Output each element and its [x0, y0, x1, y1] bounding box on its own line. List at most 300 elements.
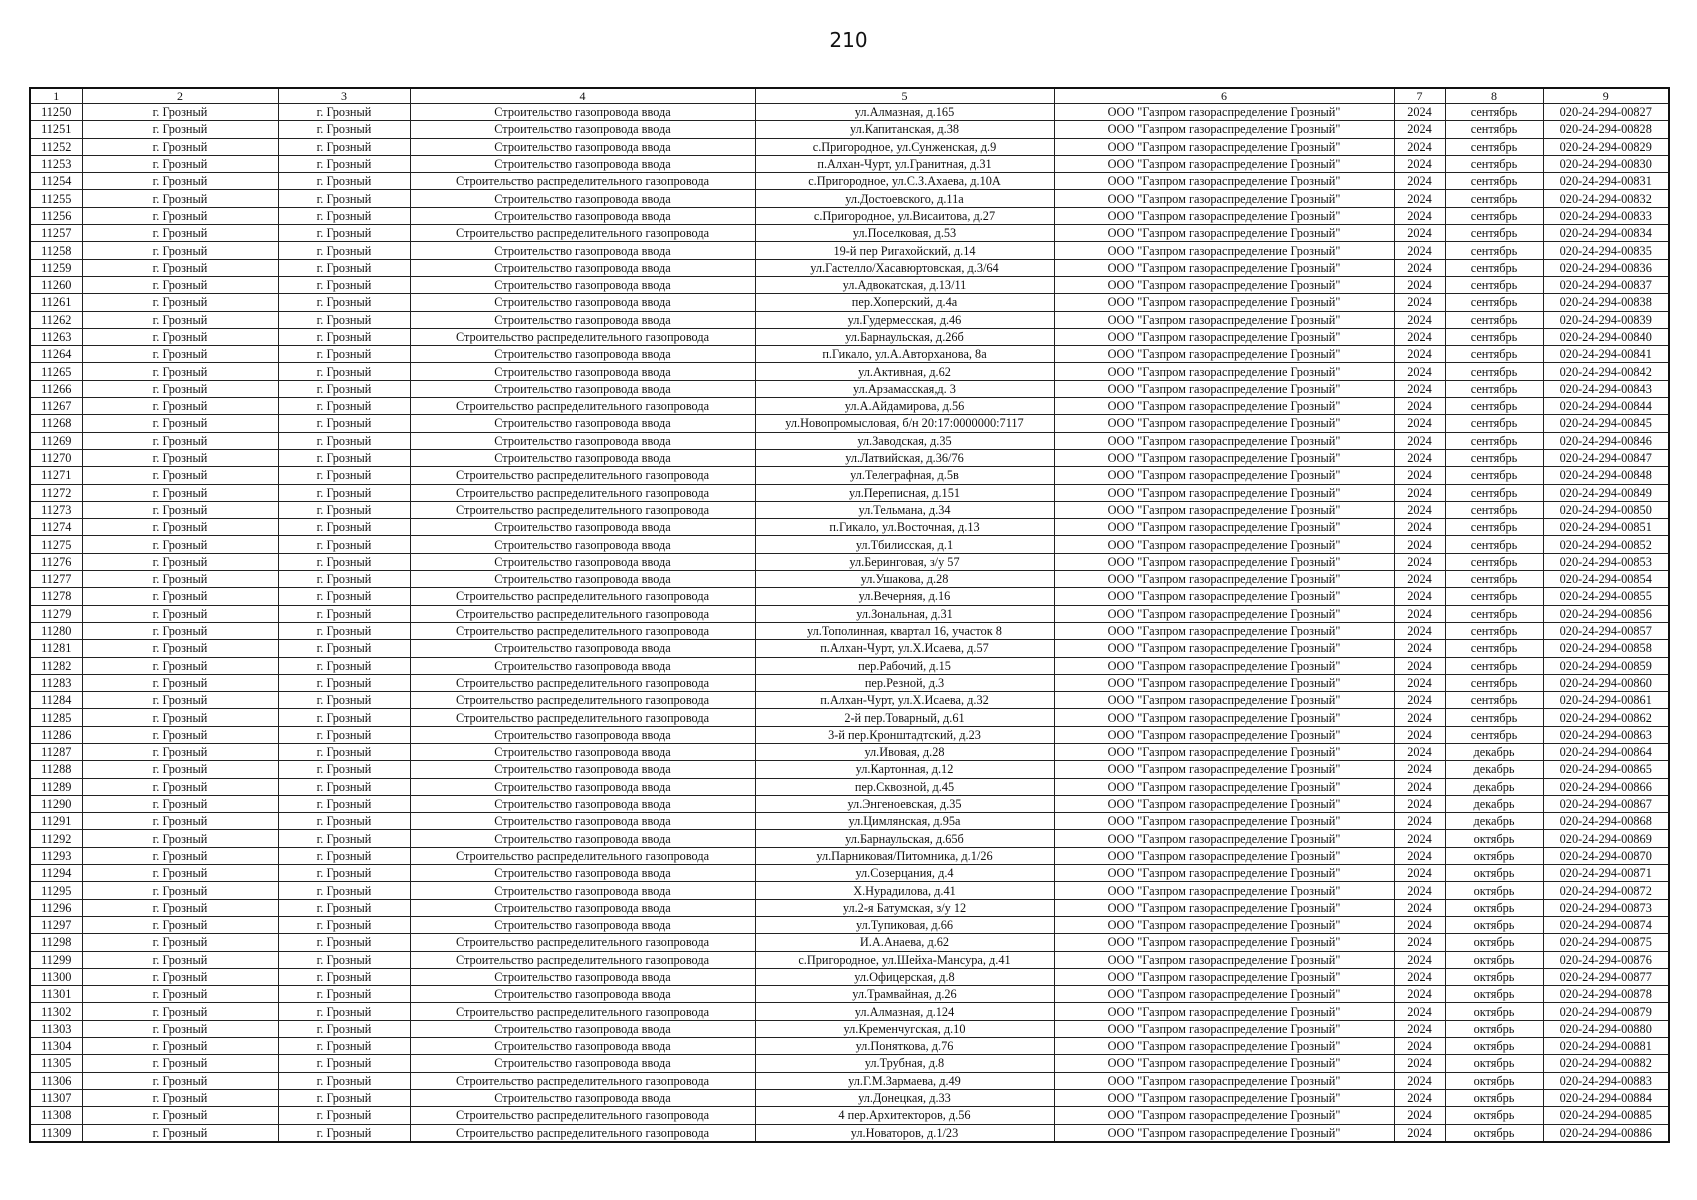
work-type-cell: Строительство газопровода ввода	[410, 363, 755, 380]
month-cell: сентябрь	[1445, 484, 1543, 501]
row-number-cell: 11307	[30, 1089, 82, 1106]
settlement-cell: г. Грозный	[278, 259, 410, 276]
address-cell: 4 пер.Архитекторов, д.56	[755, 1107, 1054, 1124]
table-row	[30, 1038, 1669, 1055]
municipality-cell: г. Грозный	[82, 380, 278, 397]
settlement-cell: г. Грозный	[278, 674, 410, 691]
month-cell: сентябрь	[1445, 605, 1543, 622]
municipality-cell: г. Грозный	[82, 657, 278, 674]
table-row	[30, 674, 1669, 691]
table-row	[30, 138, 1669, 155]
table-row	[30, 622, 1669, 639]
registry-code-cell: 020-24-294-00855	[1543, 588, 1669, 605]
work-type-cell: Строительство распределительного газопровода	[410, 1107, 755, 1124]
work-type-cell: Строительство газопровода ввода	[410, 657, 755, 674]
year-cell: 2024	[1394, 778, 1445, 795]
column-header: 8	[1445, 88, 1543, 104]
table-row	[30, 398, 1669, 415]
month-cell: сентябрь	[1445, 640, 1543, 657]
address-cell: п.Алхан-Чурт, ул.Х.Исаева, д.32	[755, 692, 1054, 709]
organization-cell: ООО "Газпром газораспределение Грозный"	[1054, 1124, 1394, 1142]
month-cell: октябрь	[1445, 865, 1543, 882]
municipality-cell: г. Грозный	[82, 865, 278, 882]
year-cell: 2024	[1394, 449, 1445, 466]
organization-cell: ООО "Газпром газораспределение Грозный"	[1054, 605, 1394, 622]
address-cell: пер.Хоперский, д.4а	[755, 294, 1054, 311]
address-cell: ул.Цимлянская, д.95а	[755, 813, 1054, 830]
year-cell: 2024	[1394, 1072, 1445, 1089]
settlement-cell: г. Грозный	[278, 1003, 410, 1020]
table-row	[30, 207, 1669, 224]
year-cell: 2024	[1394, 398, 1445, 415]
row-number-cell: 11261	[30, 294, 82, 311]
table-row	[30, 259, 1669, 276]
municipality-cell: г. Грозный	[82, 709, 278, 726]
registry-code-cell: 020-24-294-00880	[1543, 1020, 1669, 1037]
address-cell: ул.Поняткова, д.76	[755, 1038, 1054, 1055]
month-cell: сентябрь	[1445, 294, 1543, 311]
row-number-cell: 11305	[30, 1055, 82, 1072]
month-cell: сентябрь	[1445, 138, 1543, 155]
table-row	[30, 1003, 1669, 1020]
registry-code-cell: 020-24-294-00873	[1543, 899, 1669, 916]
organization-cell: ООО "Газпром газораспределение Грозный"	[1054, 432, 1394, 449]
organization-cell: ООО "Газпром газораспределение Грозный"	[1054, 1107, 1394, 1124]
row-number-cell: 11287	[30, 743, 82, 760]
work-type-cell: Строительство газопровода ввода	[410, 571, 755, 588]
municipality-cell: г. Грозный	[82, 553, 278, 570]
registry-code-cell: 020-24-294-00832	[1543, 190, 1669, 207]
municipality-cell: г. Грозный	[82, 190, 278, 207]
work-type-cell: Строительство распределительного газопровода	[410, 622, 755, 639]
organization-cell: ООО "Газпром газораспределение Грозный"	[1054, 190, 1394, 207]
row-number-cell: 11262	[30, 311, 82, 328]
table-row	[30, 415, 1669, 432]
month-cell: сентябрь	[1445, 432, 1543, 449]
row-number-cell: 11295	[30, 882, 82, 899]
year-cell: 2024	[1394, 501, 1445, 518]
month-cell: октябрь	[1445, 1020, 1543, 1037]
address-cell: ул.Трубная, д.8	[755, 1055, 1054, 1072]
month-cell: октябрь	[1445, 1124, 1543, 1142]
address-cell: ул.Заводская, д.35	[755, 432, 1054, 449]
organization-cell: ООО "Газпром газораспределение Грозный"	[1054, 986, 1394, 1003]
organization-cell: ООО "Газпром газораспределение Грозный"	[1054, 415, 1394, 432]
table-row	[30, 847, 1669, 864]
organization-cell: ООО "Газпром газораспределение Грозный"	[1054, 207, 1394, 224]
month-cell: декабрь	[1445, 795, 1543, 812]
row-number-cell: 11288	[30, 761, 82, 778]
organization-cell: ООО "Газпром газораспределение Грозный"	[1054, 709, 1394, 726]
month-cell: сентябрь	[1445, 207, 1543, 224]
settlement-cell: г. Грозный	[278, 778, 410, 795]
settlement-cell: г. Грозный	[278, 276, 410, 293]
settlement-cell: г. Грозный	[278, 1124, 410, 1142]
table-row	[30, 501, 1669, 518]
registry-code-cell: 020-24-294-00868	[1543, 813, 1669, 830]
work-type-cell: Строительство распределительного газопровода	[410, 484, 755, 501]
address-cell: с.Пригородное, ул.Висаитова, д.27	[755, 207, 1054, 224]
work-type-cell: Строительство газопровода ввода	[410, 743, 755, 760]
work-type-cell: Строительство газопровода ввода	[410, 242, 755, 259]
table-row	[30, 363, 1669, 380]
table-row	[30, 104, 1669, 121]
work-type-cell: Строительство газопровода ввода	[410, 882, 755, 899]
table-row	[30, 380, 1669, 397]
row-number-cell: 11274	[30, 519, 82, 536]
municipality-cell: г. Грозный	[82, 276, 278, 293]
work-type-cell: Строительство распределительного газопровода	[410, 225, 755, 242]
work-type-cell: Строительство газопровода ввода	[410, 795, 755, 812]
settlement-cell: г. Грозный	[278, 795, 410, 812]
registry-code-cell: 020-24-294-00835	[1543, 242, 1669, 259]
organization-cell: ООО "Газпром газораспределение Грозный"	[1054, 657, 1394, 674]
row-number-cell: 11256	[30, 207, 82, 224]
work-type-cell: Строительство газопровода ввода	[410, 415, 755, 432]
settlement-cell: г. Грозный	[278, 986, 410, 1003]
row-number-cell: 11293	[30, 847, 82, 864]
year-cell: 2024	[1394, 155, 1445, 172]
settlement-cell: г. Грозный	[278, 1107, 410, 1124]
municipality-cell: г. Грозный	[82, 173, 278, 190]
registry-code-cell: 020-24-294-00838	[1543, 294, 1669, 311]
work-type-cell: Строительство распределительного газопровода	[410, 847, 755, 864]
month-cell: октябрь	[1445, 1055, 1543, 1072]
work-type-cell: Строительство распределительного газопровода	[410, 709, 755, 726]
organization-cell: ООО "Газпром газораспределение Грозный"	[1054, 1003, 1394, 1020]
municipality-cell: г. Грозный	[82, 363, 278, 380]
registry-code-cell: 020-24-294-00862	[1543, 709, 1669, 726]
settlement-cell: г. Грозный	[278, 346, 410, 363]
row-number-cell: 11277	[30, 571, 82, 588]
month-cell: сентябрь	[1445, 501, 1543, 518]
registry-code-cell: 020-24-294-00864	[1543, 743, 1669, 760]
organization-cell: ООО "Газпром газораспределение Грозный"	[1054, 743, 1394, 760]
registry-code-cell: 020-24-294-00878	[1543, 986, 1669, 1003]
organization-cell: ООО "Газпром газораспределение Грозный"	[1054, 726, 1394, 743]
month-cell: октябрь	[1445, 916, 1543, 933]
address-cell: ул.Телеграфная, д.5в	[755, 467, 1054, 484]
table-row	[30, 190, 1669, 207]
work-type-cell: Строительство газопровода ввода	[410, 1038, 755, 1055]
settlement-cell: г. Грозный	[278, 484, 410, 501]
address-cell: ул.Донецкая, д.33	[755, 1089, 1054, 1106]
column-header: 1	[30, 88, 82, 104]
work-type-cell: Строительство газопровода ввода	[410, 207, 755, 224]
work-type-cell: Строительство газопровода ввода	[410, 138, 755, 155]
organization-cell: ООО "Газпром газораспределение Грозный"	[1054, 865, 1394, 882]
organization-cell: ООО "Газпром газораспределение Грозный"	[1054, 622, 1394, 639]
municipality-cell: г. Грозный	[82, 1124, 278, 1142]
organization-cell: ООО "Газпром газораспределение Грозный"	[1054, 916, 1394, 933]
organization-cell: ООО "Газпром газораспределение Грозный"	[1054, 449, 1394, 466]
row-number-cell: 11267	[30, 398, 82, 415]
organization-cell: ООО "Газпром газораспределение Грозный"	[1054, 536, 1394, 553]
address-cell: пер.Резной, д.3	[755, 674, 1054, 691]
work-type-cell: Строительство газопровода ввода	[410, 311, 755, 328]
municipality-cell: г. Грозный	[82, 916, 278, 933]
row-number-cell: 11255	[30, 190, 82, 207]
month-cell: сентябрь	[1445, 225, 1543, 242]
year-cell: 2024	[1394, 882, 1445, 899]
municipality-cell: г. Грозный	[82, 501, 278, 518]
settlement-cell: г. Грозный	[278, 847, 410, 864]
settlement-cell: г. Грозный	[278, 622, 410, 639]
settlement-cell: г. Грозный	[278, 951, 410, 968]
year-cell: 2024	[1394, 294, 1445, 311]
month-cell: сентябрь	[1445, 674, 1543, 691]
year-cell: 2024	[1394, 104, 1445, 121]
address-cell: ул.Поселковая, д.53	[755, 225, 1054, 242]
table-row	[30, 813, 1669, 830]
work-type-cell: Строительство газопровода ввода	[410, 830, 755, 847]
row-number-cell: 11303	[30, 1020, 82, 1037]
registry-code-cell: 020-24-294-00837	[1543, 276, 1669, 293]
row-number-cell: 11275	[30, 536, 82, 553]
month-cell: сентябрь	[1445, 328, 1543, 345]
address-cell: ул.Переписная, д.151	[755, 484, 1054, 501]
year-cell: 2024	[1394, 865, 1445, 882]
address-cell: ул.Офицерская, д.8	[755, 968, 1054, 985]
row-number-cell: 11270	[30, 449, 82, 466]
work-type-cell: Строительство газопровода ввода	[410, 726, 755, 743]
table-row	[30, 951, 1669, 968]
registry-code-cell: 020-24-294-00885	[1543, 1107, 1669, 1124]
work-type-cell: Строительство газопровода ввода	[410, 346, 755, 363]
municipality-cell: г. Грозный	[82, 951, 278, 968]
registry-code-cell: 020-24-294-00867	[1543, 795, 1669, 812]
registry-code-cell: 020-24-294-00859	[1543, 657, 1669, 674]
year-cell: 2024	[1394, 588, 1445, 605]
organization-cell: ООО "Газпром газораспределение Грозный"	[1054, 951, 1394, 968]
settlement-cell: г. Грозный	[278, 553, 410, 570]
municipality-cell: г. Грозный	[82, 795, 278, 812]
table-row	[30, 882, 1669, 899]
table-row	[30, 571, 1669, 588]
settlement-cell: г. Грозный	[278, 207, 410, 224]
column-header: 7	[1394, 88, 1445, 104]
table-row	[30, 830, 1669, 847]
work-type-cell: Строительство газопровода ввода	[410, 104, 755, 121]
month-cell: сентябрь	[1445, 709, 1543, 726]
year-cell: 2024	[1394, 709, 1445, 726]
registry-code-cell: 020-24-294-00858	[1543, 640, 1669, 657]
row-number-cell: 11304	[30, 1038, 82, 1055]
month-cell: сентябрь	[1445, 536, 1543, 553]
column-number-header-row	[30, 88, 1669, 104]
month-cell: сентябрь	[1445, 173, 1543, 190]
municipality-cell: г. Грозный	[82, 761, 278, 778]
row-number-cell: 11251	[30, 121, 82, 138]
column-header: 2	[82, 88, 278, 104]
municipality-cell: г. Грозный	[82, 415, 278, 432]
table-row	[30, 276, 1669, 293]
registry-code-cell: 020-24-294-00827	[1543, 104, 1669, 121]
organization-cell: ООО "Газпром газораспределение Грозный"	[1054, 692, 1394, 709]
organization-cell: ООО "Газпром газораспределение Грозный"	[1054, 328, 1394, 345]
work-type-cell: Строительство газопровода ввода	[410, 294, 755, 311]
municipality-cell: г. Грозный	[82, 882, 278, 899]
year-cell: 2024	[1394, 674, 1445, 691]
year-cell: 2024	[1394, 986, 1445, 1003]
organization-cell: ООО "Газпром газораспределение Грозный"	[1054, 484, 1394, 501]
year-cell: 2024	[1394, 795, 1445, 812]
organization-cell: ООО "Газпром газораспределение Грозный"	[1054, 778, 1394, 795]
row-number-cell: 11280	[30, 622, 82, 639]
settlement-cell: г. Грозный	[278, 761, 410, 778]
address-cell: ул.Тельмана, д.34	[755, 501, 1054, 518]
registry-code-cell: 020-24-294-00857	[1543, 622, 1669, 639]
work-type-cell: Строительство газопровода ввода	[410, 813, 755, 830]
work-type-cell: Строительство распределительного газопровода	[410, 674, 755, 691]
address-cell: ул.Адвокатская, д.13/11	[755, 276, 1054, 293]
settlement-cell: г. Грозный	[278, 813, 410, 830]
table-row	[30, 536, 1669, 553]
registry-code-cell: 020-24-294-00861	[1543, 692, 1669, 709]
organization-cell: ООО "Газпром газораспределение Грозный"	[1054, 346, 1394, 363]
settlement-cell: г. Грозный	[278, 242, 410, 259]
month-cell: октябрь	[1445, 847, 1543, 864]
table-row	[30, 173, 1669, 190]
registry-code-cell: 020-24-294-00881	[1543, 1038, 1669, 1055]
row-number-cell: 11299	[30, 951, 82, 968]
row-number-cell: 11300	[30, 968, 82, 985]
table-row	[30, 346, 1669, 363]
work-type-cell: Строительство газопровода ввода	[410, 916, 755, 933]
month-cell: октябрь	[1445, 986, 1543, 1003]
year-cell: 2024	[1394, 1003, 1445, 1020]
organization-cell: ООО "Газпром газораспределение Грозный"	[1054, 276, 1394, 293]
work-type-cell: Строительство газопровода ввода	[410, 155, 755, 172]
address-cell: пер.Рабочий, д.15	[755, 657, 1054, 674]
work-type-cell: Строительство газопровода ввода	[410, 640, 755, 657]
year-cell: 2024	[1394, 259, 1445, 276]
registry-code-cell: 020-24-294-00850	[1543, 501, 1669, 518]
table-row	[30, 553, 1669, 570]
registry-code-cell: 020-24-294-00874	[1543, 916, 1669, 933]
table-row	[30, 1055, 1669, 1072]
row-number-cell: 11252	[30, 138, 82, 155]
address-cell: п.Гикало, ул.Восточная, д.13	[755, 519, 1054, 536]
settlement-cell: г. Грозный	[278, 743, 410, 760]
organization-cell: ООО "Газпром газораспределение Грозный"	[1054, 882, 1394, 899]
municipality-cell: г. Грозный	[82, 605, 278, 622]
year-cell: 2024	[1394, 899, 1445, 916]
row-number-cell: 11260	[30, 276, 82, 293]
address-cell: ул.Беринговая, з/у 57	[755, 553, 1054, 570]
row-number-cell: 11294	[30, 865, 82, 882]
month-cell: сентябрь	[1445, 311, 1543, 328]
organization-cell: ООО "Газпром газораспределение Грозный"	[1054, 830, 1394, 847]
month-cell: сентябрь	[1445, 692, 1543, 709]
work-type-cell: Строительство газопровода ввода	[410, 1020, 755, 1037]
organization-cell: ООО "Газпром газораспределение Грозный"	[1054, 1020, 1394, 1037]
row-number-cell: 11285	[30, 709, 82, 726]
year-cell: 2024	[1394, 311, 1445, 328]
registry-code-cell: 020-24-294-00846	[1543, 432, 1669, 449]
municipality-cell: г. Грозный	[82, 1072, 278, 1089]
registry-code-cell: 020-24-294-00829	[1543, 138, 1669, 155]
month-cell: октябрь	[1445, 968, 1543, 985]
table-row	[30, 726, 1669, 743]
month-cell: сентябрь	[1445, 726, 1543, 743]
work-type-cell: Строительство распределительного газопровода	[410, 951, 755, 968]
column-header: 3	[278, 88, 410, 104]
settlement-cell: г. Грозный	[278, 830, 410, 847]
month-cell: декабрь	[1445, 761, 1543, 778]
settlement-cell: г. Грозный	[278, 692, 410, 709]
table-row	[30, 934, 1669, 951]
year-cell: 2024	[1394, 847, 1445, 864]
organization-cell: ООО "Газпром газораспределение Грозный"	[1054, 1055, 1394, 1072]
settlement-cell: г. Грозный	[278, 173, 410, 190]
table-row	[30, 242, 1669, 259]
year-cell: 2024	[1394, 830, 1445, 847]
settlement-cell: г. Грозный	[278, 916, 410, 933]
registry-code-cell: 020-24-294-00871	[1543, 865, 1669, 882]
address-cell: с.Пригородное, ул.Шейха-Мансура, д.41	[755, 951, 1054, 968]
row-number-cell: 11258	[30, 242, 82, 259]
municipality-cell: г. Грозный	[82, 674, 278, 691]
month-cell: сентябрь	[1445, 449, 1543, 466]
registry-code-cell: 020-24-294-00883	[1543, 1072, 1669, 1089]
registry-code-cell: 020-24-294-00860	[1543, 674, 1669, 691]
row-number-cell: 11292	[30, 830, 82, 847]
registry-code-cell: 020-24-294-00828	[1543, 121, 1669, 138]
year-cell: 2024	[1394, 467, 1445, 484]
organization-cell: ООО "Газпром газораспределение Грозный"	[1054, 121, 1394, 138]
organization-cell: ООО "Газпром газораспределение Грозный"	[1054, 138, 1394, 155]
municipality-cell: г. Грозный	[82, 242, 278, 259]
settlement-cell: г. Грозный	[278, 536, 410, 553]
settlement-cell: г. Грозный	[278, 432, 410, 449]
address-cell: ул.Трамвайная, д.26	[755, 986, 1054, 1003]
month-cell: октябрь	[1445, 934, 1543, 951]
year-cell: 2024	[1394, 761, 1445, 778]
month-cell: сентябрь	[1445, 657, 1543, 674]
year-cell: 2024	[1394, 519, 1445, 536]
row-number-cell: 11257	[30, 225, 82, 242]
address-cell: ул.Капитанская, д.38	[755, 121, 1054, 138]
page-number: 210	[829, 28, 868, 52]
month-cell: сентябрь	[1445, 553, 1543, 570]
municipality-cell: г. Грозный	[82, 104, 278, 121]
row-number-cell: 11279	[30, 605, 82, 622]
address-cell: с.Пригородное, ул.Сунженская, д.9	[755, 138, 1054, 155]
organization-cell: ООО "Газпром газораспределение Грозный"	[1054, 363, 1394, 380]
address-cell: Х.Нурадилова, д.41	[755, 882, 1054, 899]
table-row	[30, 916, 1669, 933]
municipality-cell: г. Грозный	[82, 899, 278, 916]
municipality-cell: г. Грозный	[82, 207, 278, 224]
organization-cell: ООО "Газпром газораспределение Грозный"	[1054, 968, 1394, 985]
table-row	[30, 657, 1669, 674]
registry-code-cell: 020-24-294-00839	[1543, 311, 1669, 328]
municipality-cell: г. Грозный	[82, 692, 278, 709]
address-cell: ул.Вечерняя, д.16	[755, 588, 1054, 605]
row-number-cell: 11308	[30, 1107, 82, 1124]
registry-code-cell: 020-24-294-00852	[1543, 536, 1669, 553]
address-cell: ул.Новопромысловая, б/н 20:17:0000000:7117	[755, 415, 1054, 432]
settlement-cell: г. Грозный	[278, 501, 410, 518]
table-row	[30, 1020, 1669, 1037]
work-type-cell: Строительство распределительного газопровода	[410, 501, 755, 518]
municipality-cell: г. Грозный	[82, 311, 278, 328]
work-type-cell: Строительство распределительного газопровода	[410, 467, 755, 484]
organization-cell: ООО "Газпром газораспределение Грозный"	[1054, 813, 1394, 830]
work-type-cell: Строительство газопровода ввода	[410, 986, 755, 1003]
month-cell: октябрь	[1445, 951, 1543, 968]
